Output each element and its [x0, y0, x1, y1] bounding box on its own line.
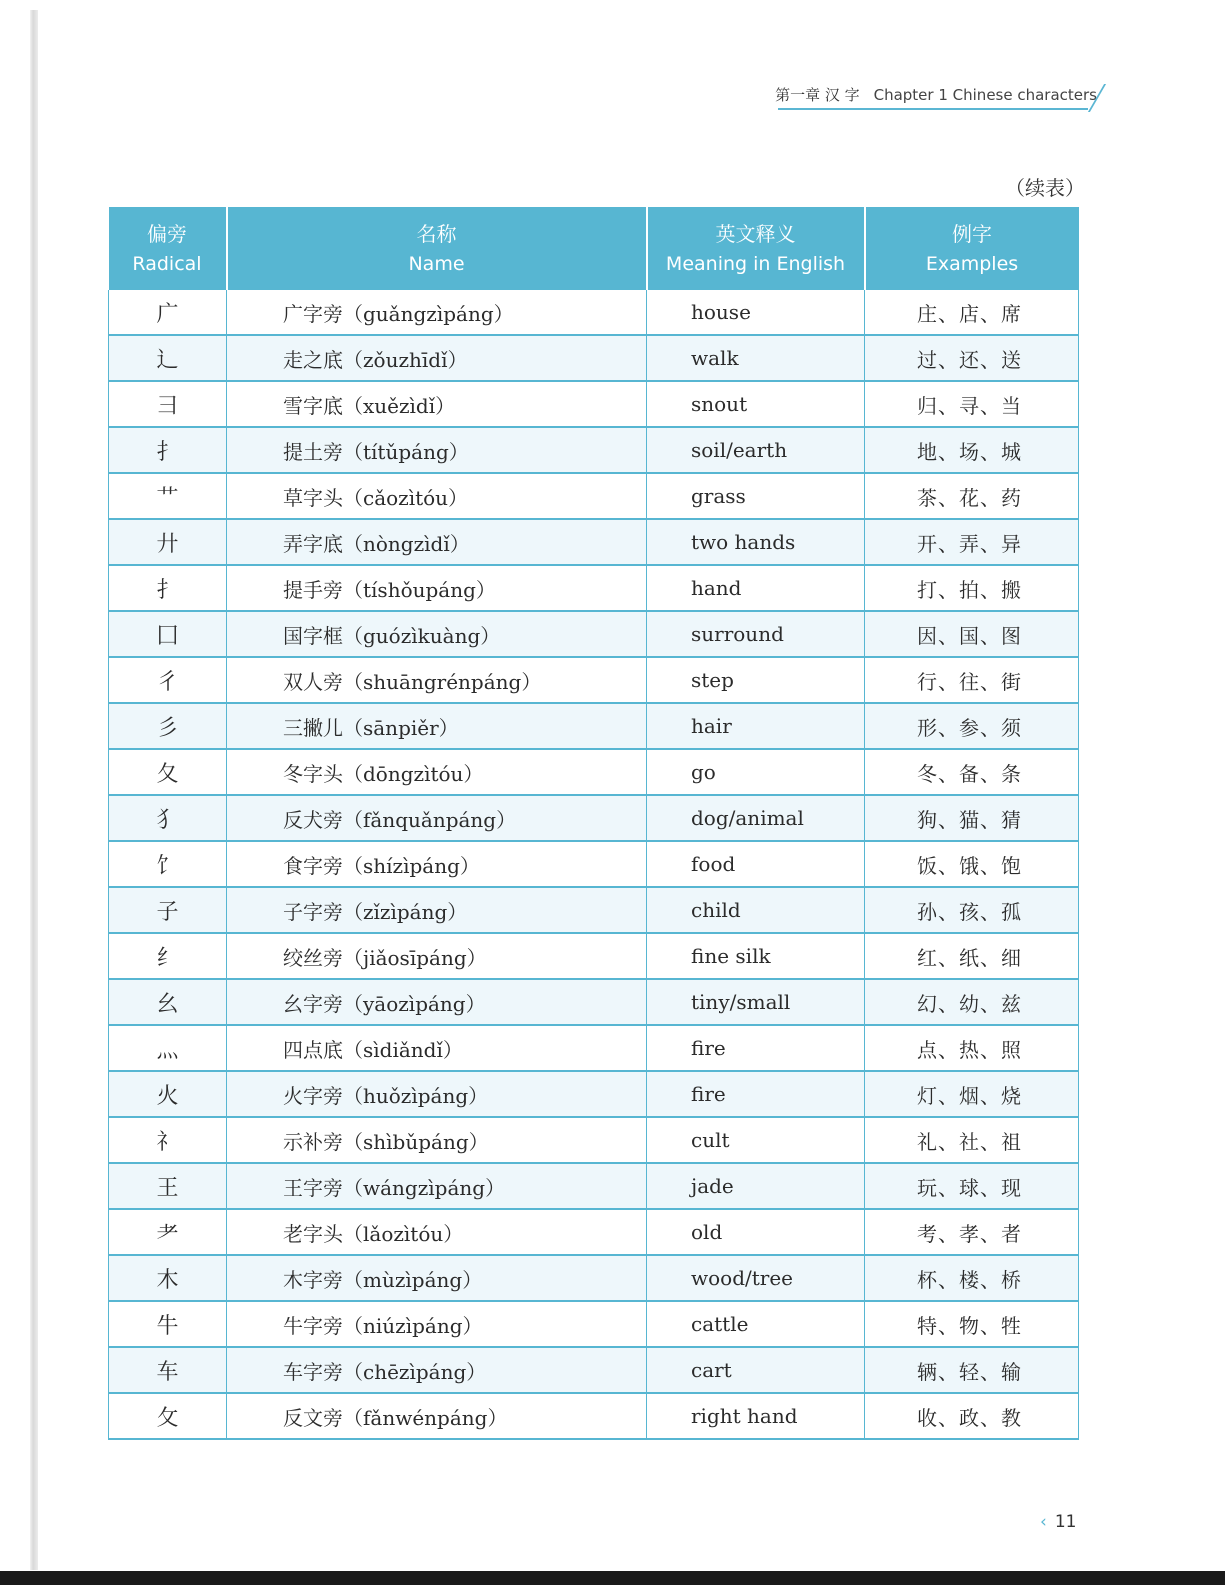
examples-cell: 收、政、教 — [865, 1393, 1079, 1439]
name-cell: 王字旁（wángzìpáng） — [227, 1163, 647, 1209]
table-row — [109, 933, 1079, 979]
chapter-title-en: Chapter 1 Chinese characters — [873, 85, 1097, 104]
column-header-zh: 偏旁 — [147, 221, 187, 246]
table-row — [109, 1025, 1079, 1071]
table-row — [109, 795, 1079, 841]
radical-cell: 扌 — [109, 565, 227, 611]
name-cell: 火字旁（huǒzìpáng） — [227, 1071, 647, 1117]
examples-cell: 辆、轻、输 — [865, 1347, 1079, 1393]
examples-cell: 灯、烟、烧 — [865, 1071, 1079, 1117]
table-row — [109, 335, 1079, 381]
examples-cell: 玩、球、现 — [865, 1163, 1079, 1209]
table-row — [109, 1071, 1079, 1117]
radicals-table — [108, 207, 1079, 1440]
page-number-value: 11 — [1054, 1512, 1077, 1532]
name-cell: 国字框（guózìkuàng） — [227, 611, 647, 657]
meaning-cell: cattle — [647, 1301, 865, 1347]
name-cell: 绞丝旁（jiǎosīpáng） — [227, 933, 647, 979]
examples-cell: 归、寻、当 — [865, 381, 1079, 427]
radical-cell: 犭 — [109, 795, 227, 841]
table-row — [109, 979, 1079, 1025]
table-row — [109, 611, 1079, 657]
examples-cell: 幻、幼、兹 — [865, 979, 1079, 1025]
chevron-left-icon: ‹ — [1040, 1512, 1047, 1532]
examples-cell: 红、纸、细 — [865, 933, 1079, 979]
examples-cell: 孙、孩、孤 — [865, 887, 1079, 933]
column-header-en: Meaning in English — [665, 252, 846, 275]
name-cell: 广字旁（guǎngzìpáng） — [227, 290, 647, 335]
radical-cell: 艹 — [109, 473, 227, 519]
examples-cell: 冬、备、条 — [865, 749, 1079, 795]
radical-cell: 扌 — [109, 427, 227, 473]
radical-cell: 广 — [109, 290, 227, 335]
meaning-cell: tiny/small — [647, 979, 865, 1025]
page-number — [1040, 1512, 1076, 1532]
table-row — [109, 381, 1079, 427]
examples-cell: 地、场、城 — [865, 427, 1079, 473]
meaning-cell: fine silk — [647, 933, 865, 979]
radical-cell: 纟 — [109, 933, 227, 979]
name-cell: 雪字底（xuězìdǐ） — [227, 381, 647, 427]
radical-cell: 幺 — [109, 979, 227, 1025]
name-cell: 示补旁（shìbǔpáng） — [227, 1117, 647, 1163]
radical-cell: 王 — [109, 1163, 227, 1209]
meaning-cell: grass — [647, 473, 865, 519]
table-row — [109, 1163, 1079, 1209]
meaning-cell: food — [647, 841, 865, 887]
meaning-cell: fire — [647, 1071, 865, 1117]
name-cell: 幺字旁（yāozìpáng） — [227, 979, 647, 1025]
meaning-cell: go — [647, 749, 865, 795]
table-row — [109, 473, 1079, 519]
table-header — [109, 207, 1079, 290]
name-cell: 木字旁（mùzìpáng） — [227, 1255, 647, 1301]
table-row — [109, 657, 1079, 703]
name-cell: 牛字旁（niúzìpáng） — [227, 1301, 647, 1347]
name-cell: 弄字底（nòngzìdǐ） — [227, 519, 647, 565]
examples-cell: 形、参、须 — [865, 703, 1079, 749]
name-cell: 食字旁（shízìpáng） — [227, 841, 647, 887]
chapter-title-zh: 第一章 汉 字 — [775, 86, 860, 104]
radical-cell: 车 — [109, 1347, 227, 1393]
radical-cell: 木 — [109, 1255, 227, 1301]
meaning-cell: right hand — [647, 1393, 865, 1439]
column-header-examples — [865, 207, 1079, 290]
column-header-zh: 英文释义 — [715, 221, 796, 246]
column-header-en: Examples — [925, 252, 1019, 275]
meaning-cell: jade — [647, 1163, 865, 1209]
meaning-cell: child — [647, 887, 865, 933]
table-row — [109, 290, 1079, 335]
examples-cell: 饭、饿、饱 — [865, 841, 1079, 887]
table-row — [109, 427, 1079, 473]
meaning-cell: wood/tree — [647, 1255, 865, 1301]
table-row — [109, 749, 1079, 795]
examples-cell: 过、还、送 — [865, 335, 1079, 381]
scan-bottom-edge — [0, 1571, 1225, 1585]
name-cell: 草字头（cǎozìtóu） — [227, 473, 647, 519]
name-cell: 反文旁（fǎnwénpáng） — [227, 1393, 647, 1439]
radical-cell: 彳 — [109, 657, 227, 703]
name-cell: 四点底（sìdiǎndǐ） — [227, 1025, 647, 1071]
radical-cell: 彡 — [109, 703, 227, 749]
table-row — [109, 887, 1079, 933]
name-cell: 三撇儿（sānpiěr） — [227, 703, 647, 749]
meaning-cell: hand — [647, 565, 865, 611]
examples-cell: 庄、店、席 — [865, 290, 1079, 335]
table-row — [109, 1393, 1079, 1439]
meaning-cell: surround — [647, 611, 865, 657]
meaning-cell: fire — [647, 1025, 865, 1071]
column-header-en: Radical — [132, 252, 202, 275]
examples-cell: 打、拍、搬 — [865, 565, 1079, 611]
radical-cell: 耂 — [109, 1209, 227, 1255]
table-row — [109, 1209, 1079, 1255]
meaning-cell: dog/animal — [647, 795, 865, 841]
meaning-cell: cult — [647, 1117, 865, 1163]
radical-cell: 攵 — [109, 1393, 227, 1439]
radical-cell: 饣 — [109, 841, 227, 887]
column-header-name — [227, 207, 647, 290]
column-header-zh: 例字 — [952, 221, 992, 246]
name-cell: 双人旁（shuāngrénpáng） — [227, 657, 647, 703]
radical-cell: 灬 — [109, 1025, 227, 1071]
name-cell: 提土旁（títǔpáng） — [227, 427, 647, 473]
name-cell: 走之底（zǒuzhīdǐ） — [227, 335, 647, 381]
radical-cell: 夂 — [109, 749, 227, 795]
table-body — [109, 290, 1079, 1439]
meaning-cell: step — [647, 657, 865, 703]
table-row — [109, 565, 1079, 611]
examples-cell: 茶、花、药 — [865, 473, 1079, 519]
meaning-cell: cart — [647, 1347, 865, 1393]
header-rule — [778, 108, 1088, 110]
table-continued-label: （续表） — [1005, 176, 1085, 200]
table-row — [109, 1255, 1079, 1301]
examples-cell: 礼、社、祖 — [865, 1117, 1079, 1163]
examples-cell: 特、物、牲 — [865, 1301, 1079, 1347]
meaning-cell: two hands — [647, 519, 865, 565]
examples-cell: 开、弄、异 — [865, 519, 1079, 565]
name-cell: 子字旁（zǐzìpáng） — [227, 887, 647, 933]
meaning-cell: hair — [647, 703, 865, 749]
column-header-radical — [109, 207, 227, 290]
radical-cell: 牛 — [109, 1301, 227, 1347]
table-row — [109, 703, 1079, 749]
examples-cell: 点、热、照 — [865, 1025, 1079, 1071]
column-header-zh: 名称 — [416, 221, 457, 246]
examples-cell: 杯、楼、桥 — [865, 1255, 1079, 1301]
column-header-meaning — [647, 207, 865, 290]
radical-cell: 辶 — [109, 335, 227, 381]
name-cell: 提手旁（tíshǒupáng） — [227, 565, 647, 611]
name-cell: 冬字头（dōngzìtóu） — [227, 749, 647, 795]
radical-cell: 火 — [109, 1071, 227, 1117]
table-row — [109, 1301, 1079, 1347]
table-row — [109, 1117, 1079, 1163]
table-row — [109, 1347, 1079, 1393]
meaning-cell: old — [647, 1209, 865, 1255]
meaning-cell: house — [647, 290, 865, 335]
name-cell: 车字旁（chēzìpáng） — [227, 1347, 647, 1393]
name-cell: 老字头（lǎozìtóu） — [227, 1209, 647, 1255]
examples-cell: 考、孝、者 — [865, 1209, 1079, 1255]
examples-cell: 狗、猫、猜 — [865, 795, 1079, 841]
radical-cell: 礻 — [109, 1117, 227, 1163]
meaning-cell: soil/earth — [647, 427, 865, 473]
table-row — [109, 519, 1079, 565]
radical-cell: 廾 — [109, 519, 227, 565]
examples-cell: 行、往、街 — [865, 657, 1079, 703]
radical-cell: 囗 — [109, 611, 227, 657]
meaning-cell: walk — [647, 335, 865, 381]
name-cell: 反犬旁（fǎnquǎnpáng） — [227, 795, 647, 841]
running-header — [775, 84, 1097, 105]
radical-cell: 彐 — [109, 381, 227, 427]
table-row — [109, 841, 1079, 887]
radical-cell: 子 — [109, 887, 227, 933]
column-header-en: Name — [408, 252, 465, 275]
examples-cell: 因、国、图 — [865, 611, 1079, 657]
meaning-cell: snout — [647, 381, 865, 427]
page-spine-shadow — [30, 10, 38, 1570]
